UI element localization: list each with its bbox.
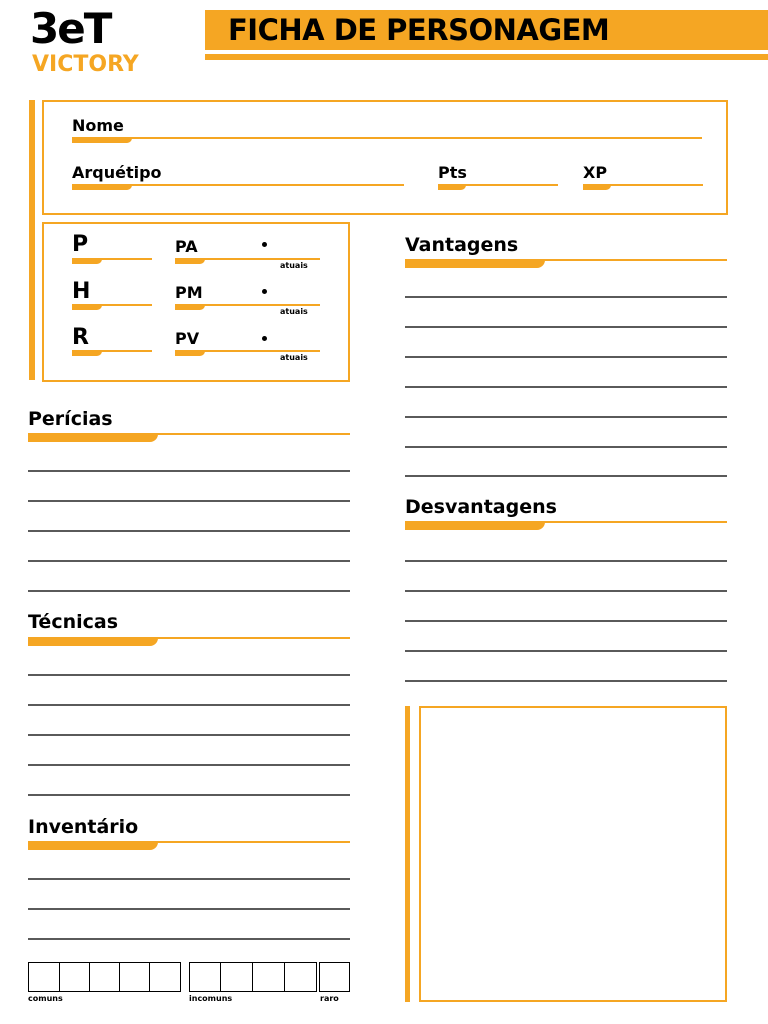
stat-dot xyxy=(262,336,267,341)
section-heading-desvantagens: Desvantagens xyxy=(405,496,557,518)
inventory-uncommon-slot[interactable] xyxy=(284,962,317,992)
desvantagens-line[interactable] xyxy=(405,680,727,682)
tecnicas-line[interactable] xyxy=(28,734,350,736)
xp-tab xyxy=(583,185,611,190)
stat-label: PM xyxy=(175,283,203,302)
stat-tab xyxy=(175,259,205,264)
inventory-common-slot[interactable] xyxy=(59,962,90,992)
name-label: Nome xyxy=(72,116,124,135)
inventory-label-comuns: comuns xyxy=(28,994,63,1003)
inventory-common-group xyxy=(28,962,186,992)
inventory-common-slot[interactable] xyxy=(28,962,60,992)
vantagens-line[interactable] xyxy=(405,446,727,448)
stat-dot xyxy=(262,289,267,294)
vantagens-line[interactable] xyxy=(405,326,727,328)
xp-label: XP xyxy=(583,163,608,182)
inventario-line[interactable] xyxy=(28,878,350,880)
stat-dot xyxy=(262,242,267,247)
attribute-tab xyxy=(72,305,102,310)
inventory-common-slot[interactable] xyxy=(89,962,120,992)
logo xyxy=(30,4,180,77)
section-tab xyxy=(405,260,545,268)
vantagens-line[interactable] xyxy=(405,416,727,418)
inventario-line[interactable] xyxy=(28,938,350,940)
tecnicas-line[interactable] xyxy=(28,674,350,676)
attribute-tab xyxy=(72,351,102,356)
tecnicas-line[interactable] xyxy=(28,794,350,796)
tecnicas-line[interactable] xyxy=(28,704,350,706)
stat-sublabel: atuais xyxy=(280,307,308,316)
pericias-line[interactable] xyxy=(28,470,350,472)
stat-label: PV xyxy=(175,329,200,348)
vantagens-line[interactable] xyxy=(405,386,727,388)
tecnicas-line[interactable] xyxy=(28,764,350,766)
inventory-common-slot[interactable] xyxy=(119,962,150,992)
inventory-label-raro: raro xyxy=(320,994,339,1003)
logo-sub: VICTORY xyxy=(32,52,139,77)
logo-main: 3eT xyxy=(30,4,111,53)
attribute-letter: P xyxy=(72,232,89,257)
identity-side-accent xyxy=(29,100,35,380)
inventory-uncommon-group xyxy=(189,962,317,992)
stat-tab xyxy=(175,305,205,310)
attribute-letter: R xyxy=(72,325,89,350)
title-underline xyxy=(205,54,768,60)
vantagens-line[interactable] xyxy=(405,475,727,477)
vantagens-line[interactable] xyxy=(405,296,727,298)
inventory-label-incomuns: incomuns xyxy=(189,994,233,1003)
vantagens-line[interactable] xyxy=(405,356,727,358)
pts-label: Pts xyxy=(438,163,467,182)
identity-box xyxy=(42,100,728,215)
pericias-line[interactable] xyxy=(28,590,350,592)
stat-sublabel: atuais xyxy=(280,261,308,270)
desvantagens-line[interactable] xyxy=(405,590,727,592)
portrait-side-accent xyxy=(405,706,410,1002)
pericias-line[interactable] xyxy=(28,500,350,502)
attribute-letter: H xyxy=(72,279,91,304)
section-heading-vantagens: Vantagens xyxy=(405,234,519,256)
section-heading-pericias: Perícias xyxy=(28,408,113,430)
inventory-uncommon-slot[interactable] xyxy=(220,962,253,992)
section-tab xyxy=(405,522,545,530)
page-title: FICHA DE PERSONAGEM xyxy=(228,13,610,47)
pericias-line[interactable] xyxy=(28,530,350,532)
pts-tab xyxy=(438,185,466,190)
inventory-uncommon-slot[interactable] xyxy=(189,962,221,992)
stat-sublabel: atuais xyxy=(280,353,308,362)
section-tab xyxy=(28,434,158,442)
pericias-line[interactable] xyxy=(28,560,350,562)
stat-tab xyxy=(175,351,205,356)
section-tab xyxy=(28,842,158,850)
name-tab xyxy=(72,138,132,143)
archetype-tab xyxy=(72,185,132,190)
archetype-label: Arquétipo xyxy=(72,163,162,182)
portrait-box[interactable] xyxy=(419,706,727,1002)
inventory-rare-slot[interactable] xyxy=(319,962,350,992)
inventory-common-slot[interactable] xyxy=(149,962,181,992)
section-tab xyxy=(28,638,158,646)
desvantagens-line[interactable] xyxy=(405,620,727,622)
desvantagens-line[interactable] xyxy=(405,560,727,562)
stat-label: PA xyxy=(175,237,198,256)
section-heading-inventario: Inventário xyxy=(28,816,139,838)
inventario-line[interactable] xyxy=(28,908,350,910)
desvantagens-line[interactable] xyxy=(405,650,727,652)
inventory-uncommon-slot[interactable] xyxy=(252,962,285,992)
attribute-tab xyxy=(72,259,102,264)
section-heading-tecnicas: Técnicas xyxy=(28,611,119,633)
name-line[interactable] xyxy=(72,137,702,139)
